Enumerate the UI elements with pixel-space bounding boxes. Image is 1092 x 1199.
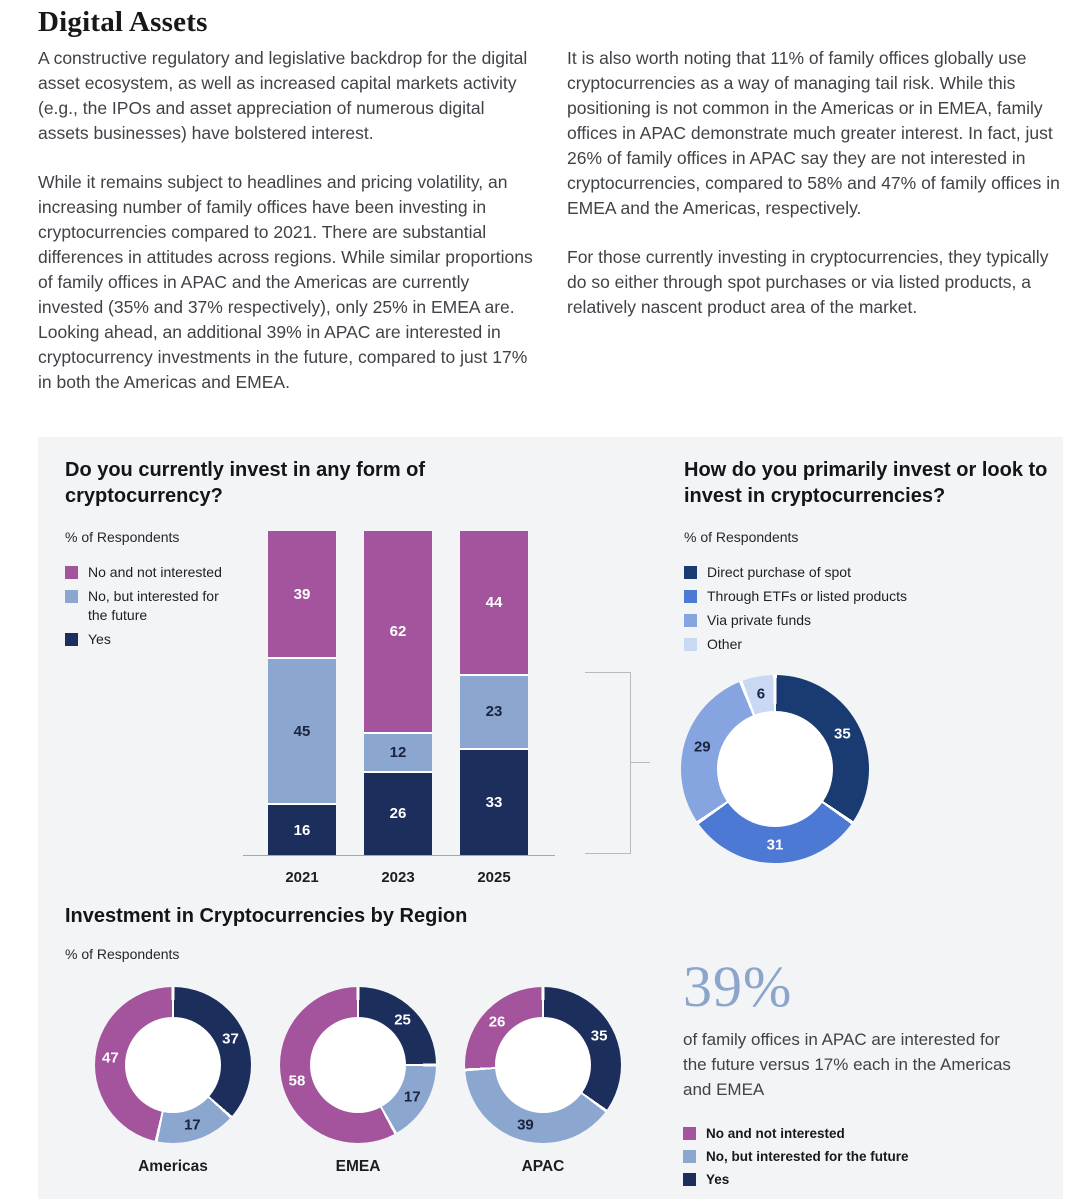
donut-value-label: 26: [488, 1013, 506, 1031]
donut-value-label: 58: [288, 1072, 306, 1090]
bar-value-label: 62: [389, 622, 407, 640]
region-label-americas: Americas: [138, 1158, 208, 1175]
bar-column-2025: [460, 531, 528, 855]
donut-value-label: 35: [590, 1027, 608, 1045]
legend-swatch-icon: [684, 638, 697, 651]
bar-segment: [268, 803, 336, 855]
legend-label: No, but interested for the future: [706, 1149, 909, 1164]
bar-segment: [460, 674, 528, 749]
region-label-emea: EMEA: [335, 1158, 381, 1175]
bar-segment: [364, 771, 432, 855]
donut-value-label: 37: [222, 1030, 239, 1048]
legend-item: [65, 587, 265, 625]
callout-big-number: 39%: [683, 954, 793, 1019]
bar-category-label: 2025: [477, 869, 511, 886]
bar-value-label: 16: [293, 821, 311, 839]
legend-label: Through ETFs or listed products: [707, 588, 907, 604]
bar-value-label: 33: [485, 794, 503, 812]
legend-swatch-icon: [684, 566, 697, 579]
bar-category-label: 2023: [381, 869, 415, 886]
paragraph: It is also worth noting that 11% of family offices globally use cryptocurrencies as a way of managing tail risk. While this positioning is not common in the Americas or in EMEA, family offices in APAC demonstrate much greater interest. In fact, just 26% of family offices in APAC say they are not interested in cryptocurrencies, compared to 58% and 47% of family offices in EMEA and the Americas, respectively.: [567, 48, 1060, 218]
bar-category-label: 2021: [285, 869, 319, 886]
legend-item: [683, 1147, 983, 1166]
callout-text: of family offices in APAC are interested for the future versus 17% each in the Americas and EMEA: [683, 1030, 1011, 1099]
bar-segment: [460, 531, 528, 674]
donut-hole: [717, 711, 833, 827]
paragraph: For those currently investing in cryptocurrencies, they typically do so either through spot purchases or via listed products, a relatively nascent product area of the market.: [567, 247, 1049, 317]
region-donut-apac: [465, 987, 621, 1143]
donut-value-label: 47: [102, 1049, 119, 1067]
donut-value-label: 29: [693, 738, 711, 756]
donut-value-label: 25: [394, 1011, 411, 1029]
intro-left-column: [38, 46, 538, 419]
legend-item: [684, 563, 974, 582]
legend-label: Direct purchase of spot: [707, 564, 851, 580]
bar-value-label: 45: [293, 722, 311, 740]
legend-label: Via private funds: [707, 612, 812, 628]
bar-segment: [364, 732, 432, 771]
legend-item: [65, 630, 265, 649]
primary-invest-legend: [684, 563, 974, 659]
donut-value-label: 17: [403, 1088, 421, 1106]
donut-value-label: 35: [833, 725, 851, 743]
legend-item: [683, 1170, 983, 1189]
legend-label: No, but interested for the future: [88, 588, 219, 623]
region-donut-americas: [95, 987, 251, 1143]
donut-value-label: 39: [517, 1116, 534, 1134]
legend-label: Yes: [706, 1172, 730, 1187]
donut-hole: [310, 1017, 406, 1113]
legend-swatch-icon: [65, 633, 78, 646]
bar-to-donut-bracket-tick: [630, 762, 650, 763]
paragraph: While it remains subject to headlines and pricing volatility, an increasing number of family offices have been investing in cryptocurrencies compared to 2021. There are substantial differences in attitudes across regions. While similar proportions of family offices in APAC and the Americas are currently invested (35% and 37% respectively), only 25% in EMEA are. Looking ahead, an additional 39% in APAC are interested in cryptocurrency investments in the future, compared to just 17% in both the Americas and EMEA.: [38, 172, 533, 392]
legend-item: [684, 611, 974, 630]
primary-invest-donut: [681, 675, 869, 863]
bar-value-label: 26: [389, 805, 407, 823]
legend-item: [684, 587, 974, 606]
bar-value-label: 39: [293, 585, 311, 603]
legend-swatch-icon: [683, 1173, 696, 1186]
chart-units-label: % of Respondents: [65, 946, 180, 962]
donut-value-label: 6: [756, 685, 766, 703]
legend-label: No and not interested: [706, 1126, 845, 1141]
chart-title-primary-invest: How do you primarily invest or look to invest in cryptocurrencies?: [684, 459, 1048, 507]
legend-swatch-icon: [65, 566, 78, 579]
region-label-apac: APAC: [521, 1158, 565, 1175]
bar-column-2023: [364, 531, 432, 855]
legend-item: [683, 1124, 983, 1143]
bar-value-label: 12: [389, 743, 407, 761]
legend-swatch-icon: [683, 1150, 696, 1163]
region-legend: [683, 1124, 983, 1193]
intro-right-column: [567, 46, 1065, 344]
current-invest-legend: [65, 563, 265, 654]
charts-panel: [38, 437, 1063, 1199]
region-donut-emea: [280, 987, 436, 1143]
legend-swatch-icon: [65, 590, 78, 603]
bar-value-label: 23: [485, 703, 503, 721]
bar-segment: [268, 657, 336, 803]
legend-item: [684, 635, 974, 654]
bar-to-donut-bracket: [585, 672, 631, 854]
legend-swatch-icon: [684, 614, 697, 627]
bar-value-label: 44: [485, 593, 503, 611]
donut-hole: [125, 1017, 221, 1113]
donut-value-label: 31: [766, 836, 784, 854]
x-axis-line: [243, 855, 555, 856]
legend-swatch-icon: [683, 1127, 696, 1140]
bar-column-2021: [268, 531, 336, 855]
chart-title-current-invest: Do you currently invest in any form of cryptocurrency?: [65, 459, 426, 507]
donut-value-label: 17: [183, 1116, 201, 1134]
legend-label: No and not interested: [88, 564, 222, 580]
chart-units-label: % of Respondents: [684, 529, 799, 545]
legend-swatch-icon: [684, 590, 697, 603]
chart-units-label: % of Respondents: [65, 529, 180, 545]
bar-segment: [268, 531, 336, 657]
bar-segment: [364, 531, 432, 732]
stacked-bar-plot: [243, 531, 555, 886]
bar-segment: [460, 748, 528, 855]
donut-hole: [495, 1017, 591, 1113]
legend-label: Other: [707, 636, 743, 652]
page-title: Digital Assets: [38, 6, 208, 38]
paragraph: A constructive regulatory and legislative backdrop for the digital asset ecosystem, as well as increased capital markets activity (e.g., the IPOs and asset appreciation of numerous digital assets businesses) have bolstered interest.: [38, 48, 528, 143]
chart-title-region: Investment in Cryptocurrencies by Region: [65, 905, 468, 927]
legend-label: Yes: [88, 631, 111, 647]
legend-item: [65, 563, 265, 582]
